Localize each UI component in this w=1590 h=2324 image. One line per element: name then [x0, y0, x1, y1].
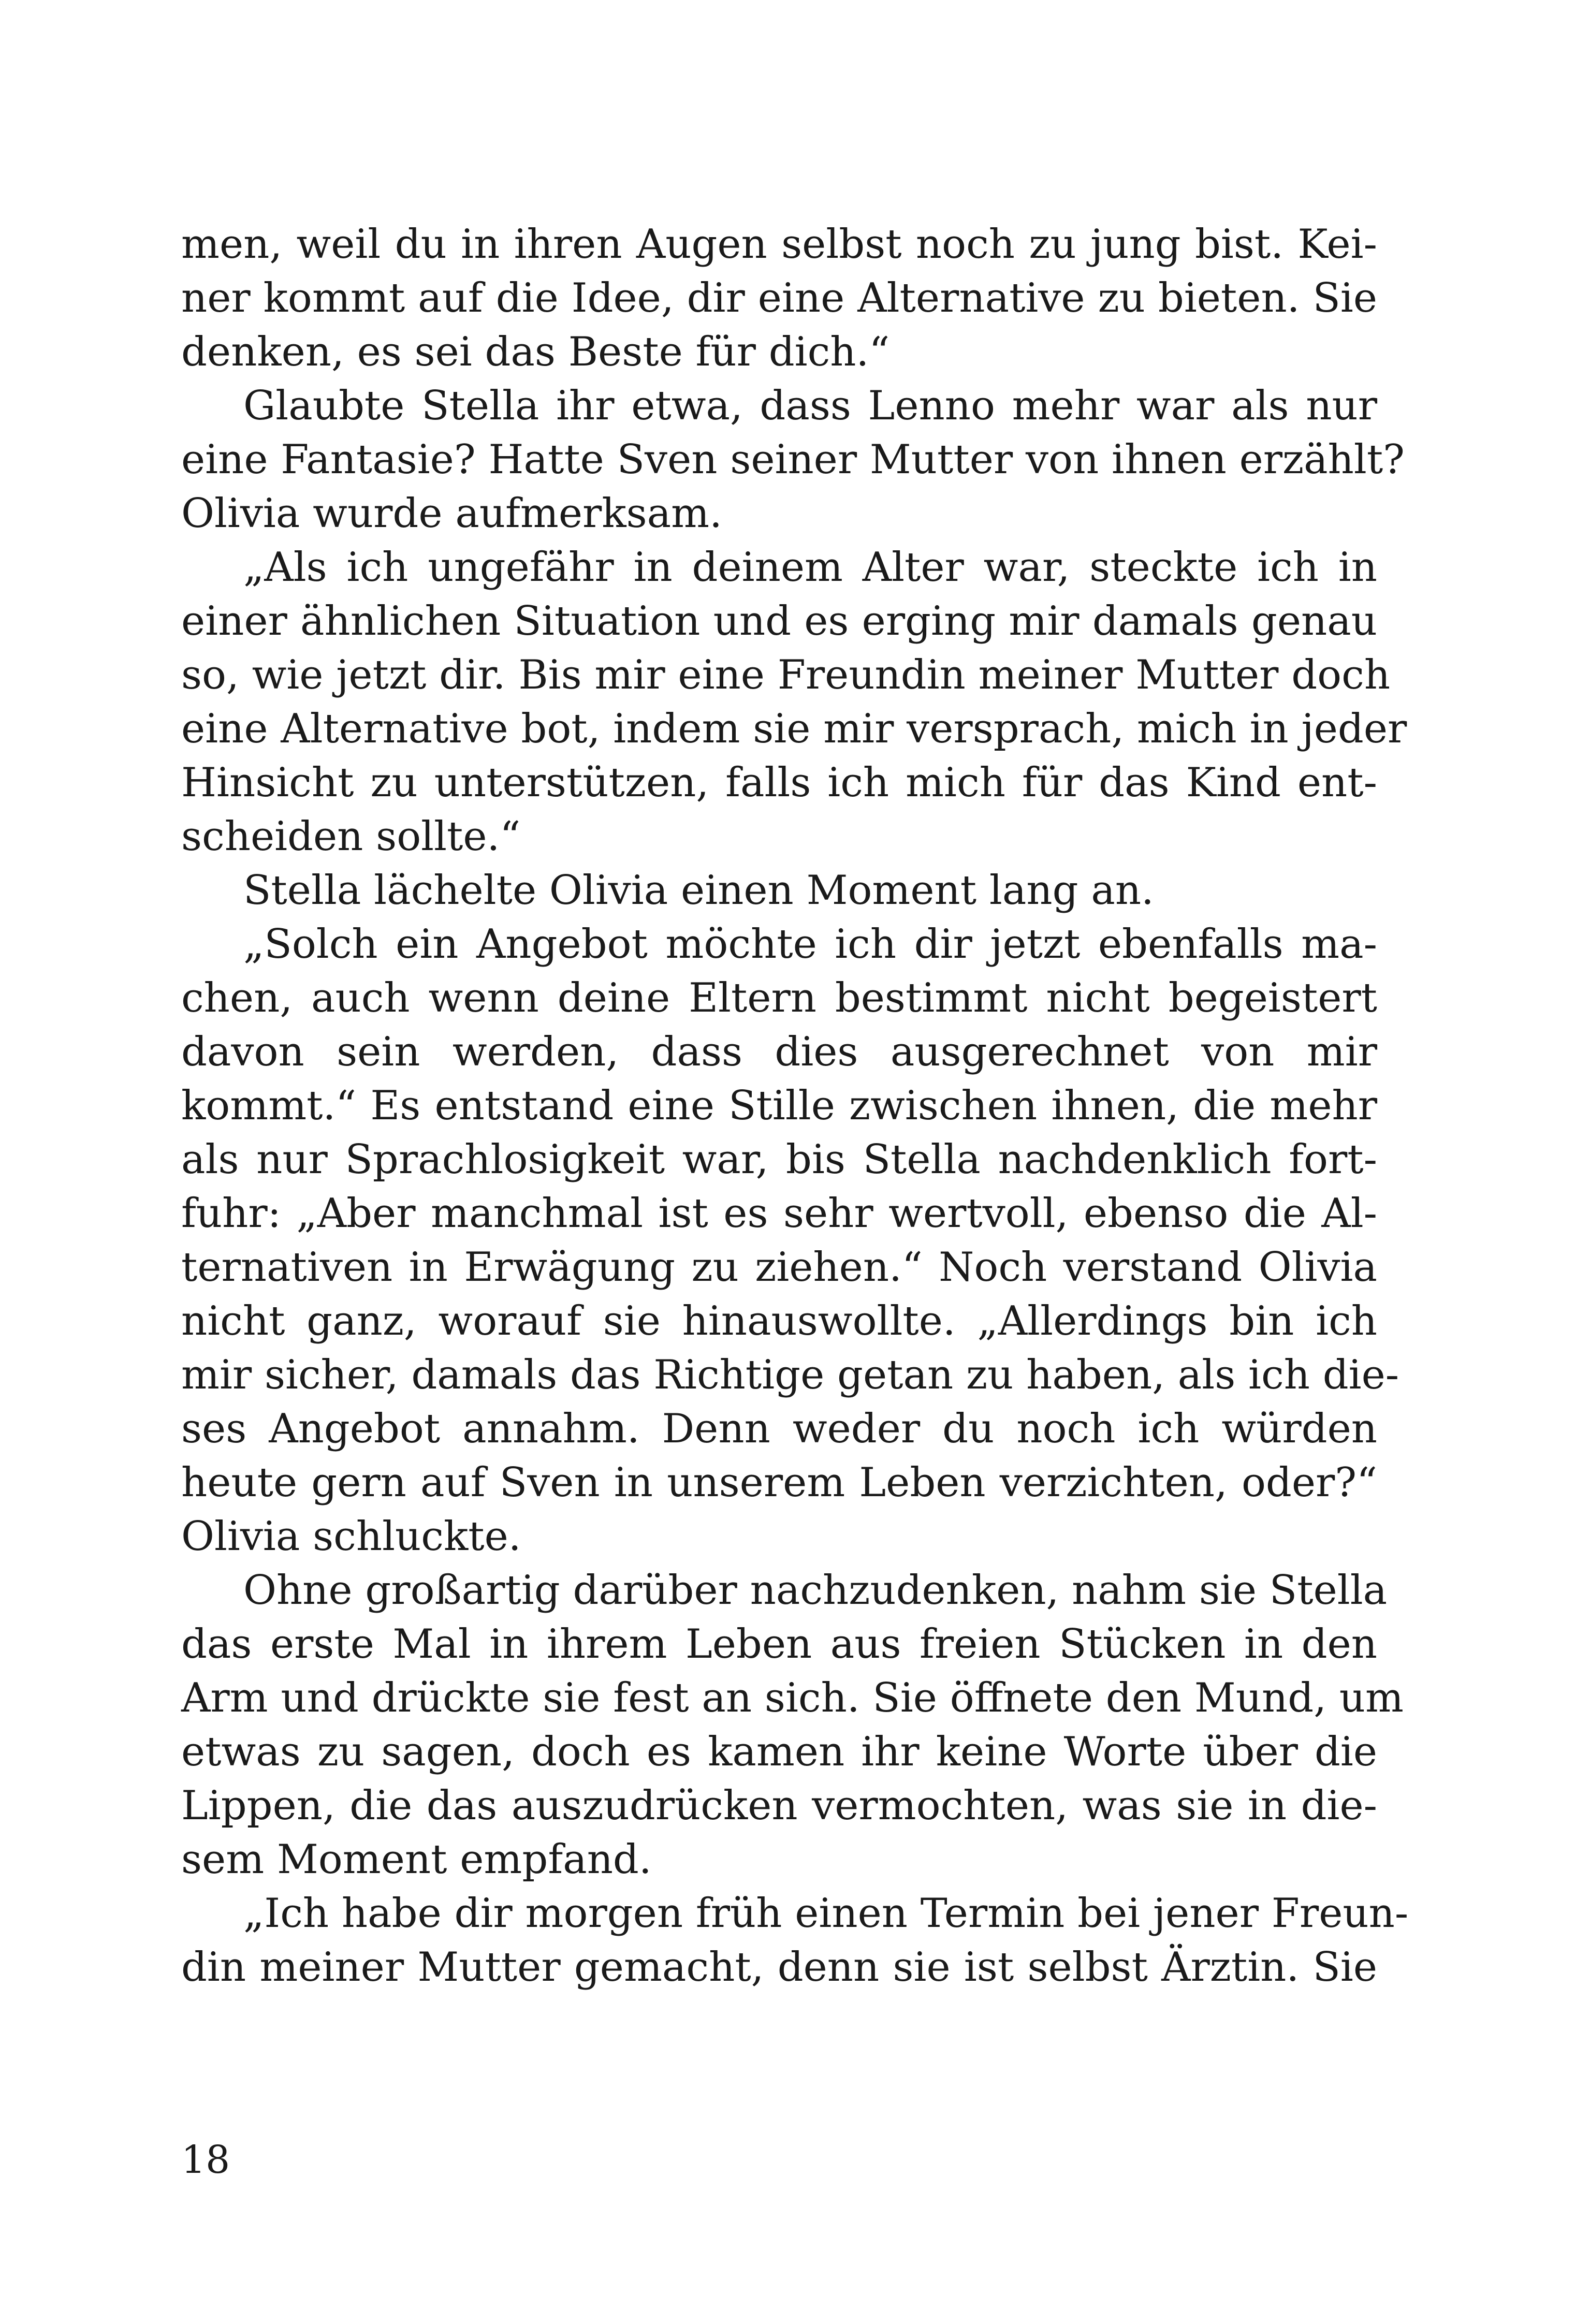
text-line: scheiden sollte.“ — [181, 813, 521, 860]
text-line: eine Alternative bot, indem sie mir versprach, mich in jeder — [181, 706, 1407, 752]
text-line: etwas zu sagen, doch es kamen ihr keine Worte über die — [181, 1729, 1377, 1775]
text-line: davon sein werden, dass dies ausgerechnet von mir — [181, 1029, 1377, 1075]
text-line: eine Fantasie? Hatte Sven seiner Mutter von ihnen erzählt? — [181, 436, 1405, 483]
text-line: „Als ich ungefähr in deinem Alter war, steckte ich in — [243, 544, 1377, 591]
text-line: chen, auch wenn deine Eltern bestimmt nicht begeistert — [181, 975, 1377, 1021]
body-text — [181, 217, 1409, 1994]
text-line: mir sicher, damals das Richtige getan zu haben, als ich die- — [181, 1352, 1399, 1398]
text-line: kommt.“ Es entstand eine Stille zwischen ihnen, die mehr — [181, 1083, 1377, 1129]
text-line: Arm und drückte sie fest an sich. Sie öffnete den Mund, um — [181, 1675, 1404, 1721]
text-line: Lippen, die das auszudrücken vermochten, was sie in die- — [181, 1782, 1377, 1829]
text-line: Hinsicht zu unterstützen, falls ich mich für das Kind ent- — [181, 759, 1377, 806]
text-line: heute gern auf Sven in unserem Leben verzichten, oder?“ — [181, 1459, 1377, 1506]
text-line: „Solch ein Angebot möchte ich dir jetzt ebenfalls ma- — [243, 921, 1377, 968]
text-line: din meiner Mutter gemacht, denn sie ist selbst Ärztin. Sie — [181, 1944, 1377, 1991]
text-line: Olivia wurde aufmerksam. — [181, 490, 722, 537]
text-line: ternativen in Erwägung zu ziehen.“ Noch verstand Olivia — [181, 1244, 1377, 1291]
text-line: einer ähnlichen Situation und es erging mir damals genau — [181, 598, 1377, 645]
text-line: Stella lächelte Olivia einen Moment lang an. — [243, 867, 1154, 914]
text-line: Ohne großartig darüber nachzudenken, nahm sie Stella — [243, 1567, 1388, 1614]
text-line: sem Moment empfand. — [181, 1836, 652, 1883]
text-line: so, wie jetzt dir. Bis mir eine Freundin meiner Mutter doch — [181, 652, 1391, 698]
text-line: Olivia schluckte. — [181, 1513, 521, 1560]
text-line: ner kommt auf die Idee, dir eine Alternative zu bieten. Sie — [181, 275, 1377, 321]
text-line: nicht ganz, worauf sie hinauswollte. „Allerdings bin ich — [181, 1298, 1377, 1344]
text-line: denken, es sei das Beste für dich.“ — [181, 329, 890, 375]
text-line: men, weil du in ihren Augen selbst noch zu jung bist. Kei- — [181, 221, 1377, 268]
text-line: als nur Sprachlosigkeit war, bis Stella nachdenklich fort- — [181, 1136, 1377, 1183]
text-line: fuhr: „Aber manchmal ist es sehr wertvoll, ebenso die Al- — [181, 1190, 1377, 1237]
page-number: 18 — [181, 2138, 230, 2182]
text-line: das erste Mal in ihrem Leben aus freien Stücken in den — [181, 1621, 1377, 1668]
text-line: ses Angebot annahm. Denn weder du noch ich würden — [181, 1406, 1377, 1452]
text-line: Glaubte Stella ihr etwa, dass Lenno mehr war als nur — [243, 383, 1377, 429]
text-line: „Ich habe dir morgen früh einen Termin bei jener Freun- — [243, 1890, 1409, 1937]
